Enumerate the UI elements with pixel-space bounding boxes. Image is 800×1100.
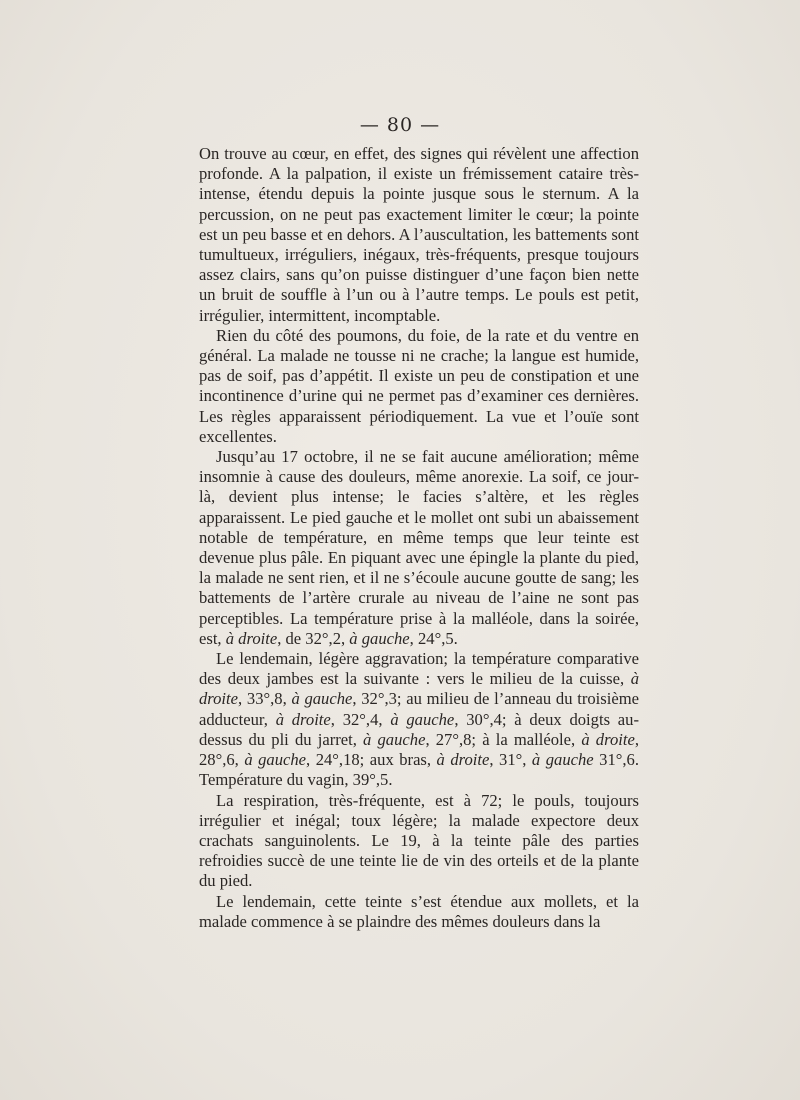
- paragraph-text: Rien du côté des poumons, du foie, de la rate et du ventre en général. La malade ne tousse ni ne crache; la langue est humide, pas de soif, pas d’appétit. Il existe un peu de constipation et une incontinence d’urine qui ne permet pas d’examiner ces dernières. Les règles apparaissent périodiquement. La vue et l’ouïe sont excellentes.: [199, 325, 639, 446]
- paragraph-text: , 32°,4,: [330, 709, 391, 729]
- italic-text: à gauche: [244, 750, 307, 770]
- body-text: [199, 144, 639, 932]
- paragraph: [199, 326, 639, 447]
- paragraph-text: Jusqu’au 17 octobre, il ne se fait aucune amélioration; même insomnie à cause des douleurs, même anorexie. La soif, ce jour-là, devient plus intense; le facies s’altère, et les règles apparaissent. Le pied gauche et le mollet ont subi un abaissement notable de température, en même temps que leur teinte est devenue plus pâle. En piquant avec une épingle la plante du pied, la malade ne sent rien, et il ne s’écoule aucune goutte de sang; les battements de l’artère crurale au niveau de l’aine ne sont pas perceptibles. La température prise à la malléole, dans la soirée, est,: [199, 447, 639, 648]
- italic-text: à gauche: [531, 750, 594, 770]
- paragraph-text: La respiration, très-fréquente, est à 72; le pouls, toujours irrégulier et inégal; toux légère; la malade expectore deux crachats sanguinolents. Le 19, à la teinte pâle des parties refroidies succè de une teinte lie de vin des orteils et de la plante du pied.: [199, 790, 639, 891]
- paragraph-text: , 30°,4; à deux doigts au-dessus du pli du jarret,: [199, 709, 639, 749]
- paragraph-text: , 31°,: [489, 750, 532, 770]
- paragraph-text: , 32°,3; au milieu de l’anneau du troisième adducteur,: [199, 689, 639, 729]
- paragraph: [199, 447, 639, 649]
- paragraph-text: , de 32°,2,: [277, 628, 350, 648]
- italic-text: à droite: [275, 709, 331, 729]
- paragraph-text: Le lendemain, légère aggravation; la température comparative des deux jambes est la suivante : vers le milieu de la cuisse,: [199, 649, 639, 689]
- paragraph-text: 31°,6. Température du vagin, 39°,5.: [199, 750, 639, 790]
- paragraph-text: , 28°,6,: [199, 729, 639, 770]
- paragraph-text: , 33°,8,: [238, 689, 292, 709]
- paragraph-text: On trouve au cœur, en effet, des signes qui révèlent une affection profonde. A la palpation, il existe un frémissement cataire très-intense, étendu depuis la pointe jusque sous le sternum. A la percussion, on ne peut pas exactement limiter le cœur; la pointe est un peu basse et en dehors. A l’auscultation, les battements sont tumultueux, irréguliers, inégaux, très-fréquents, presque toujours assez clairs, sans qu’on puisse distinguer d’une façon bien nette un bruit de souffle à l’un ou à l’autre temps. Le pouls est petit, irrégulier, intermittent, incomptable.: [199, 144, 639, 325]
- italic-text: à droite: [436, 750, 490, 770]
- italic-text: à gauche: [349, 628, 410, 648]
- italic-text: à droite: [581, 729, 635, 749]
- paragraph-text: , 24°,18; aux bras,: [306, 750, 437, 770]
- italic-text: à gauche: [363, 729, 426, 749]
- italic-text: à droite: [199, 669, 639, 709]
- italic-text: à gauche: [291, 689, 353, 709]
- italic-text: à gauche: [390, 709, 455, 729]
- italic-text: à droite: [225, 628, 278, 648]
- page-number: — 80 —: [359, 114, 441, 136]
- paragraph: [199, 892, 639, 932]
- paragraph: [199, 144, 639, 326]
- paragraph-text: , 27°,8; à la malléole,: [425, 729, 582, 749]
- paragraph: [199, 791, 639, 892]
- paragraph-text: , 24°,5.: [409, 628, 458, 648]
- paragraph-text: Le lendemain, cette teinte s’est étendue aux mollets, et la malade commence à se plaindre des mêmes douleurs dans la: [199, 891, 639, 931]
- paragraph: [199, 649, 639, 790]
